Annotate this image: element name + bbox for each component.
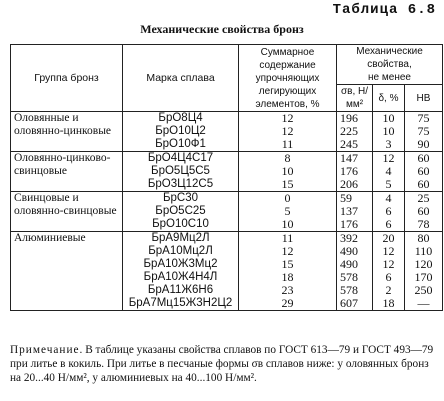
sigma-cell: 59	[337, 192, 373, 206]
hb-cell: 25	[405, 192, 443, 206]
note-lead: Примечание	[10, 344, 80, 356]
content-cell: 12	[239, 112, 337, 126]
delta-cell: 12	[373, 152, 405, 166]
sigma-cell: 225	[337, 125, 373, 138]
grade-cell: БрС30	[123, 192, 239, 206]
header-sigma: σв, Н/мм²	[337, 85, 373, 112]
header-group: Группа бронз	[11, 45, 123, 112]
hb-cell: 80	[405, 232, 443, 246]
delta-cell: 2	[373, 284, 405, 297]
sigma-cell: 392	[337, 232, 373, 246]
delta-cell: 4	[373, 165, 405, 178]
hb-cell: 120	[405, 258, 443, 271]
sigma-cell: 176	[337, 218, 373, 232]
table-row	[11, 232, 443, 246]
table-body	[11, 112, 443, 311]
header-delta: δ, %	[373, 85, 405, 112]
hb-cell: 110	[405, 245, 443, 258]
grade-cell: БрО10С10	[123, 218, 239, 232]
grade-cell: БрА10Мц2Л	[123, 245, 239, 258]
table-row	[11, 112, 443, 126]
sigma-cell: 607	[337, 297, 373, 311]
content-cell: 18	[239, 271, 337, 284]
sigma-cell: 176	[337, 165, 373, 178]
content-cell: 29	[239, 297, 337, 311]
header-content-line: упрочняющих	[255, 72, 320, 84]
header-mech-line: Механические	[356, 46, 423, 57]
content-cell: 0	[239, 192, 337, 206]
sigma-cell: 137	[337, 205, 373, 218]
sigma-cell: 490	[337, 258, 373, 271]
content-cell: 15	[239, 178, 337, 192]
delta-cell: 18	[373, 297, 405, 311]
header-mech-line: свойства,	[367, 59, 412, 70]
content-cell: 12	[239, 125, 337, 138]
bronze-properties-table	[10, 44, 443, 311]
content-cell: 10	[239, 165, 337, 178]
grade-cell: БрО8Ц4	[123, 112, 239, 126]
group-name-cell: Оловянно-цинково-свинцовые	[11, 152, 123, 192]
grade-cell: БрА10Ж3Мц2	[123, 258, 239, 271]
sigma-cell: 578	[337, 284, 373, 297]
content-cell: 15	[239, 258, 337, 271]
header-hb: НВ	[405, 85, 443, 112]
content-cell: 8	[239, 152, 337, 166]
header-content	[239, 45, 337, 112]
header-content-line: легирующих	[258, 85, 317, 97]
hb-cell: 75	[405, 125, 443, 138]
content-cell: 10	[239, 218, 337, 232]
delta-cell: 10	[373, 125, 405, 138]
content-cell: 11	[239, 232, 337, 246]
grade-cell: БрО5С25	[123, 205, 239, 218]
hb-cell: 78	[405, 218, 443, 232]
grade-cell: БрО10Ф1	[123, 138, 239, 152]
header-mechanical	[337, 45, 443, 85]
grade-cell: БрА11Ж6Н6	[123, 284, 239, 297]
delta-cell: 6	[373, 218, 405, 232]
delta-cell: 20	[373, 232, 405, 246]
table-note	[10, 343, 442, 385]
grade-cell: БрА7Мц15Ж3Н2Ц2	[123, 297, 239, 311]
delta-cell: 6	[373, 271, 405, 284]
table-row	[11, 192, 443, 206]
note-text: . В таблице указаны свойства сплавов по ГОСТ 613—79 и ГОСТ 493—79 при литье в кокиль. При литье в песчаные формы σв сплавов ниже: у оловянных бронз на 20...40 Н/мм², у алюминиевых на 40...100 Н/мм².	[10, 344, 434, 384]
header-content-line: Суммарное	[260, 46, 315, 58]
table-number: Таблица 6.8	[332, 2, 436, 18]
delta-cell: 10	[373, 112, 405, 126]
delta-cell: 12	[373, 245, 405, 258]
hb-cell: 250	[405, 284, 443, 297]
grade-cell: БрА10Ж4Н4Л	[123, 271, 239, 284]
sigma-cell: 490	[337, 245, 373, 258]
grade-cell: БрО3Ц12С5	[123, 178, 239, 192]
hb-cell: 60	[405, 178, 443, 192]
header-content-line: содержание	[259, 59, 316, 71]
header-grade: Марка сплава	[123, 45, 239, 112]
sigma-cell: 578	[337, 271, 373, 284]
group-name-cell: Оловянные и оловянно-цинковые	[11, 112, 123, 152]
sigma-cell: 147	[337, 152, 373, 166]
grade-cell: БрО4Ц4С17	[123, 152, 239, 166]
hb-cell: 75	[405, 112, 443, 126]
grade-cell: БрА9Мц2Л	[123, 232, 239, 246]
hb-cell: 170	[405, 271, 443, 284]
delta-cell: 3	[373, 138, 405, 152]
header-mech-line: не менее	[368, 72, 411, 83]
table-title: Механические свойства бронз	[140, 22, 304, 36]
hb-cell: 90	[405, 138, 443, 152]
sigma-cell: 245	[337, 138, 373, 152]
table-row	[11, 152, 443, 166]
header-content-line: элементов, %	[255, 98, 320, 110]
sigma-cell: 206	[337, 178, 373, 192]
content-cell: 5	[239, 205, 337, 218]
hb-cell: —	[405, 297, 443, 311]
group-name-cell: Алюминиевые	[11, 232, 123, 311]
content-cell: 12	[239, 245, 337, 258]
delta-cell: 6	[373, 205, 405, 218]
group-name-cell: Свинцовые и оловянно-свинцовые	[11, 192, 123, 232]
delta-cell: 4	[373, 192, 405, 206]
content-cell: 11	[239, 138, 337, 152]
hb-cell: 60	[405, 165, 443, 178]
grade-cell: БрО10Ц2	[123, 125, 239, 138]
grade-cell: БрО5Ц5С5	[123, 165, 239, 178]
delta-cell: 12	[373, 258, 405, 271]
hb-cell: 60	[405, 205, 443, 218]
sigma-cell: 196	[337, 112, 373, 126]
delta-cell: 5	[373, 178, 405, 192]
hb-cell: 60	[405, 152, 443, 166]
content-cell: 23	[239, 284, 337, 297]
